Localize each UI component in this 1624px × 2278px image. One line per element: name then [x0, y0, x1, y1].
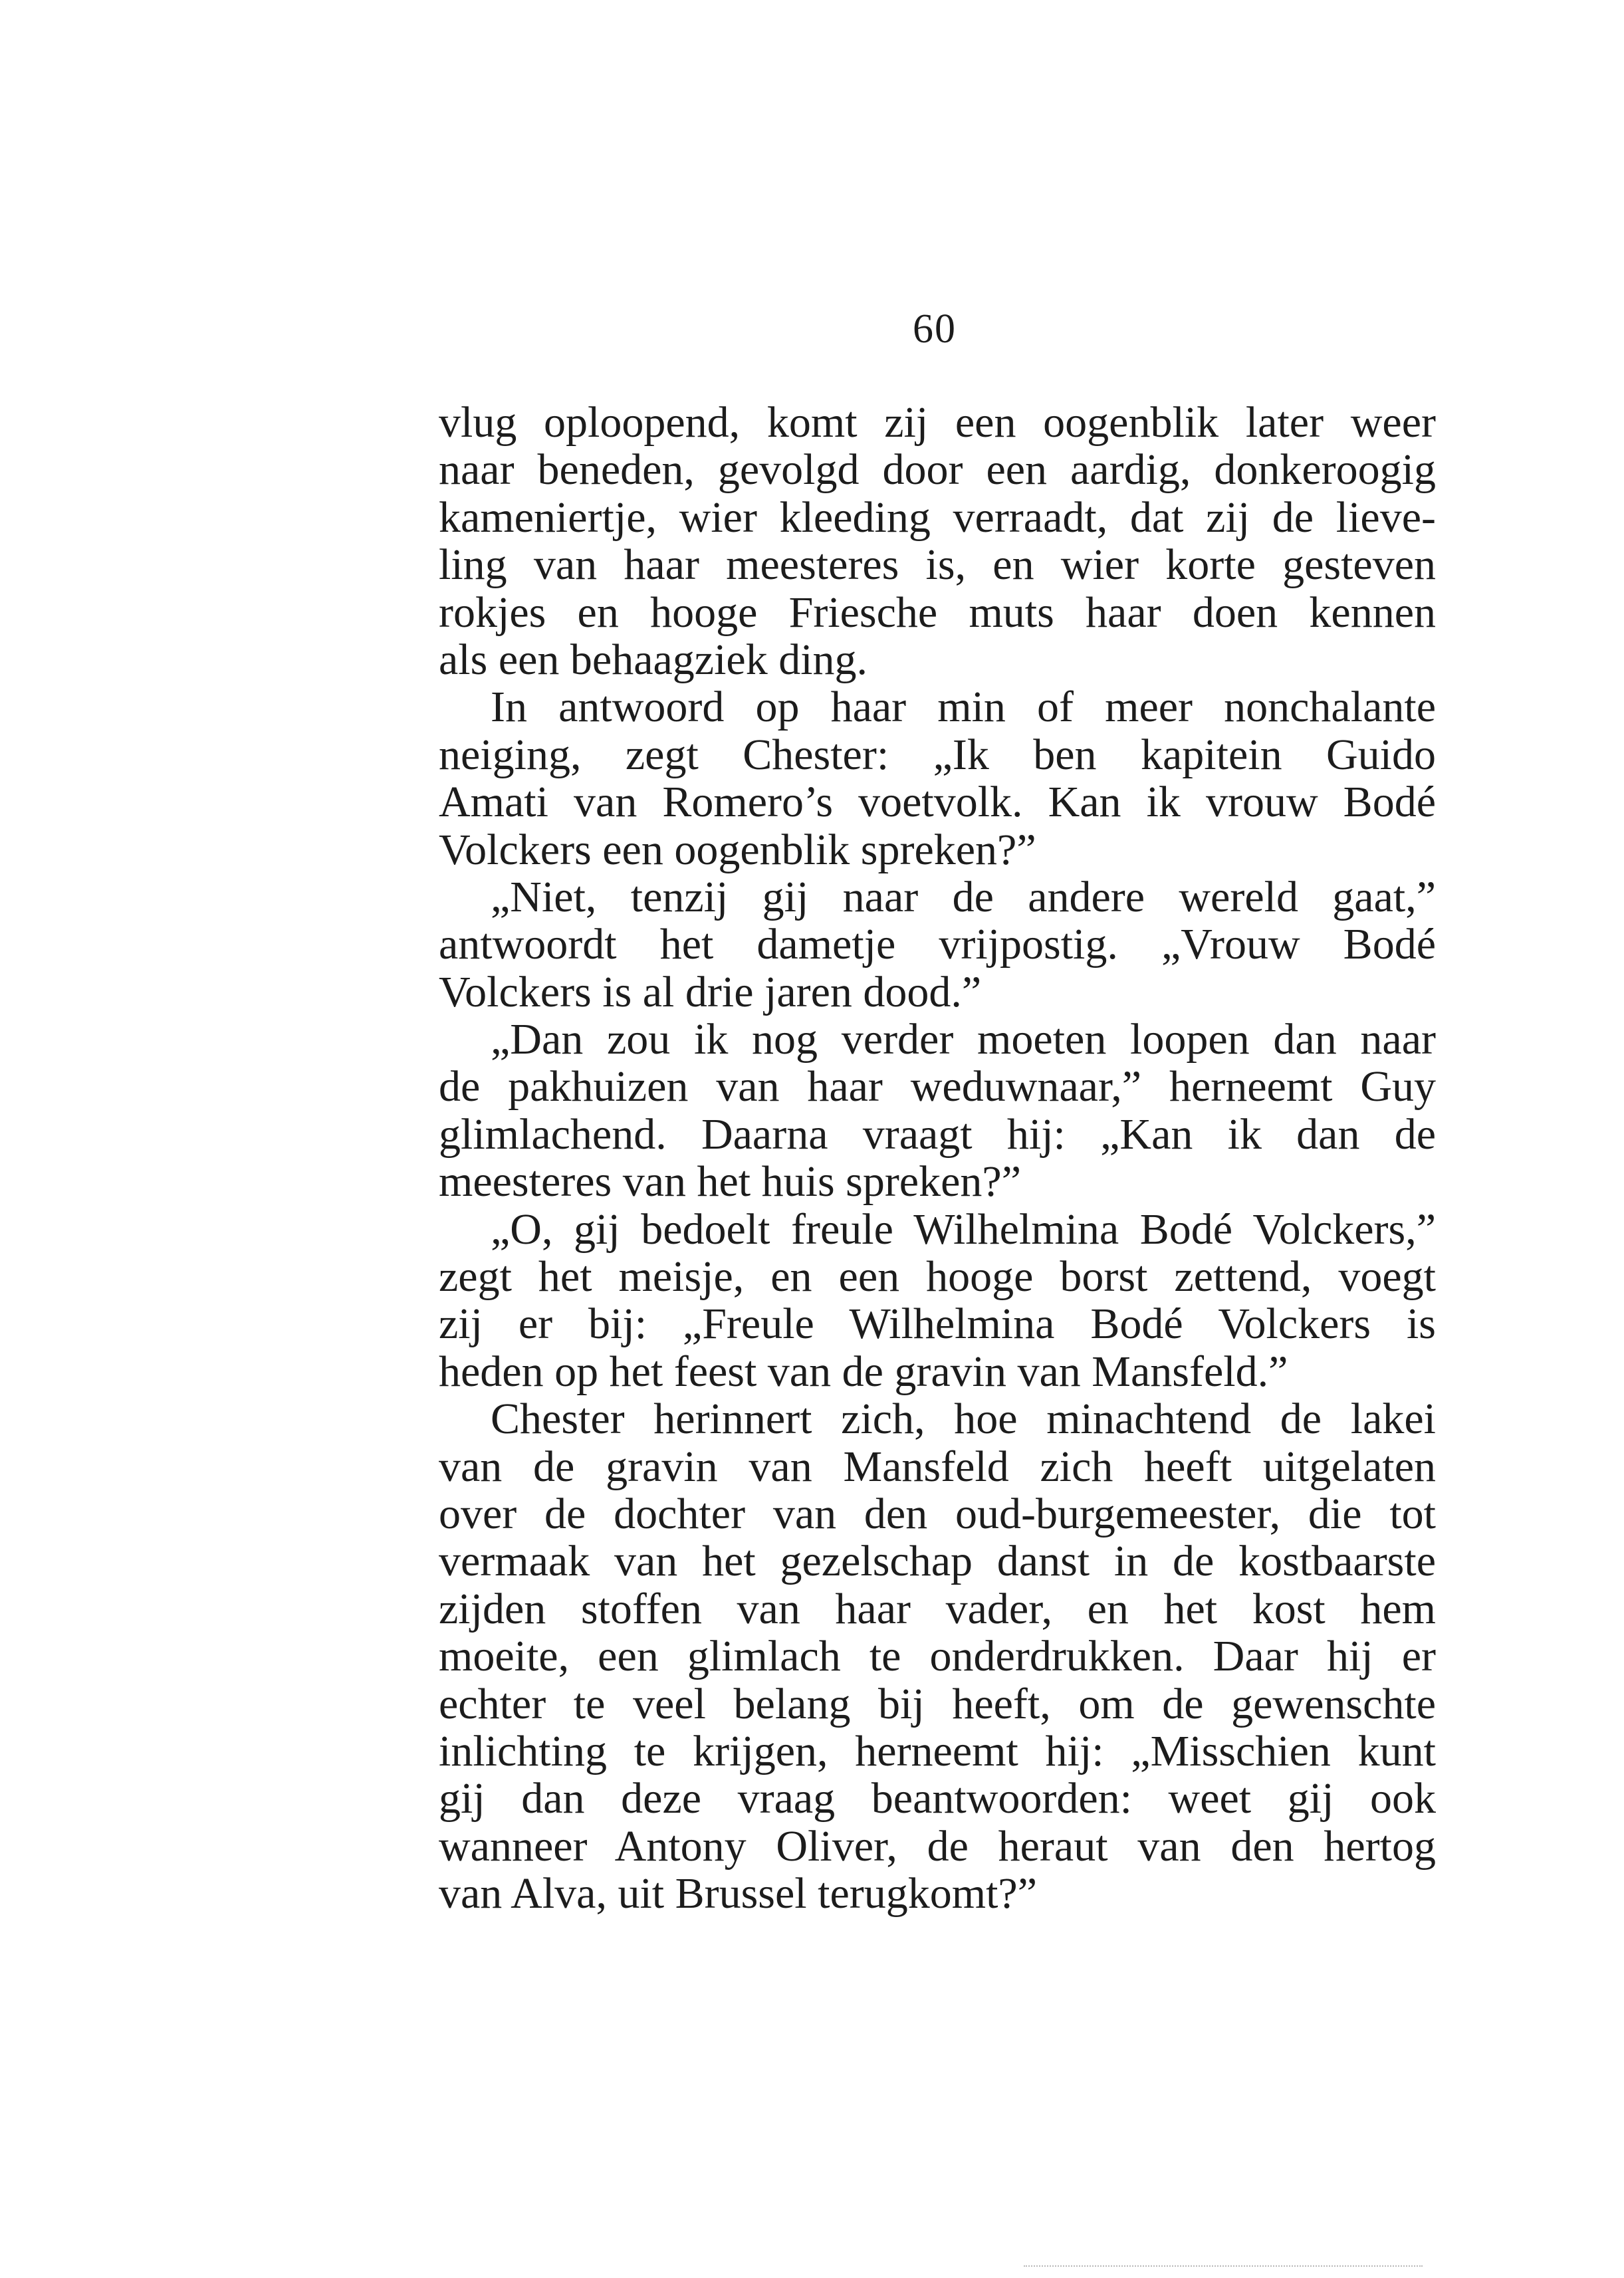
text-line: over de dochter van den oud-burgemeester, die tot: [439, 1490, 1436, 1538]
text-line: wanneer Antony Oliver, de heraut van den hertog: [439, 1822, 1436, 1871]
text-line: Volckers een oogenblik spreken?”: [439, 826, 1036, 873]
text-line: vlug oploopend, komt zij een oogenblik later weer: [439, 399, 1436, 447]
text-line: naar beneden, gevolgd door een aardig, donkeroogig: [439, 446, 1436, 494]
text-line: zijden stoffen van haar vader, en het kost hem: [439, 1585, 1436, 1633]
body-text: [439, 399, 1436, 1918]
text-line: neiging, zegt Chester: „Ik ben kapitein Guido: [439, 731, 1436, 779]
text-line: ling van haar meesteres is, en wier korte gesteven: [439, 541, 1436, 589]
text-line: „O, gij bedoelt freule Wilhelmina Bodé Volckers,”: [491, 1205, 1436, 1254]
text-line: als een behaagziek ding.: [439, 635, 868, 684]
text-line: vermaak van het gezelschap danst in de kostbaarste: [439, 1538, 1436, 1585]
text-line: Amati van Romero’s voetvolk. Kan ik vrouw Bodé: [439, 778, 1436, 826]
text-line: meesteres van het huis spreken?”: [439, 1158, 1021, 1206]
text-line: gij dan deze vraag beantwoorden: weet gij ook: [439, 1775, 1436, 1823]
text-line: de pakhuizen van haar weduwnaar,” herneemt Guy: [439, 1063, 1436, 1111]
text-line: moeite, een glimlach te onderdrukken. Daar hij er: [439, 1633, 1436, 1680]
text-line: „Niet, tenzij gij naar de andere wereld gaat,”: [491, 873, 1436, 921]
text-line: rokjes en hooge Friesche muts haar doen kennen: [439, 588, 1436, 636]
page-number: 60: [913, 306, 957, 352]
text-line: Chester herinnert zich, hoe minachtend de lakei: [491, 1395, 1436, 1443]
text-line: zegt het meisje, en een hooge borst zettend, voegt: [439, 1253, 1436, 1301]
text-line: In antwoord op haar min of meer nonchalante: [491, 683, 1436, 731]
text-line: Volckers is al drie jaren dood.”: [439, 968, 982, 1016]
text-line: glimlachend. Daarna vraagt hij: „Kan ik dan de: [439, 1110, 1436, 1159]
text-line: heden op het feest van de gravin van Mansfeld.”: [439, 1347, 1288, 1396]
scan-edge-mark: [1024, 2265, 1423, 2267]
text-line: van de gravin van Mansfeld zich heeft uitgelaten: [439, 1442, 1436, 1490]
text-line: echter te veel belang bij heeft, om de gewenschte: [439, 1680, 1436, 1728]
text-line: inlichting te krijgen, herneemt hij: „Misschien kunt: [439, 1727, 1436, 1775]
text-line: antwoordt het dametje vrijpostig. „Vrouw Bodé: [439, 921, 1436, 968]
text-line: „Dan zou ik nog verder moeten loopen dan naar: [491, 1016, 1436, 1064]
text-line: van Alva, uit Brussel terugkomt?”: [439, 1870, 1037, 1918]
text-line: zij er bij: „Freule Wilhelmina Bodé Volckers is: [439, 1300, 1436, 1348]
text-line: kameniertje, wier kleeding verraadt, dat zij de lieve-: [439, 493, 1436, 542]
